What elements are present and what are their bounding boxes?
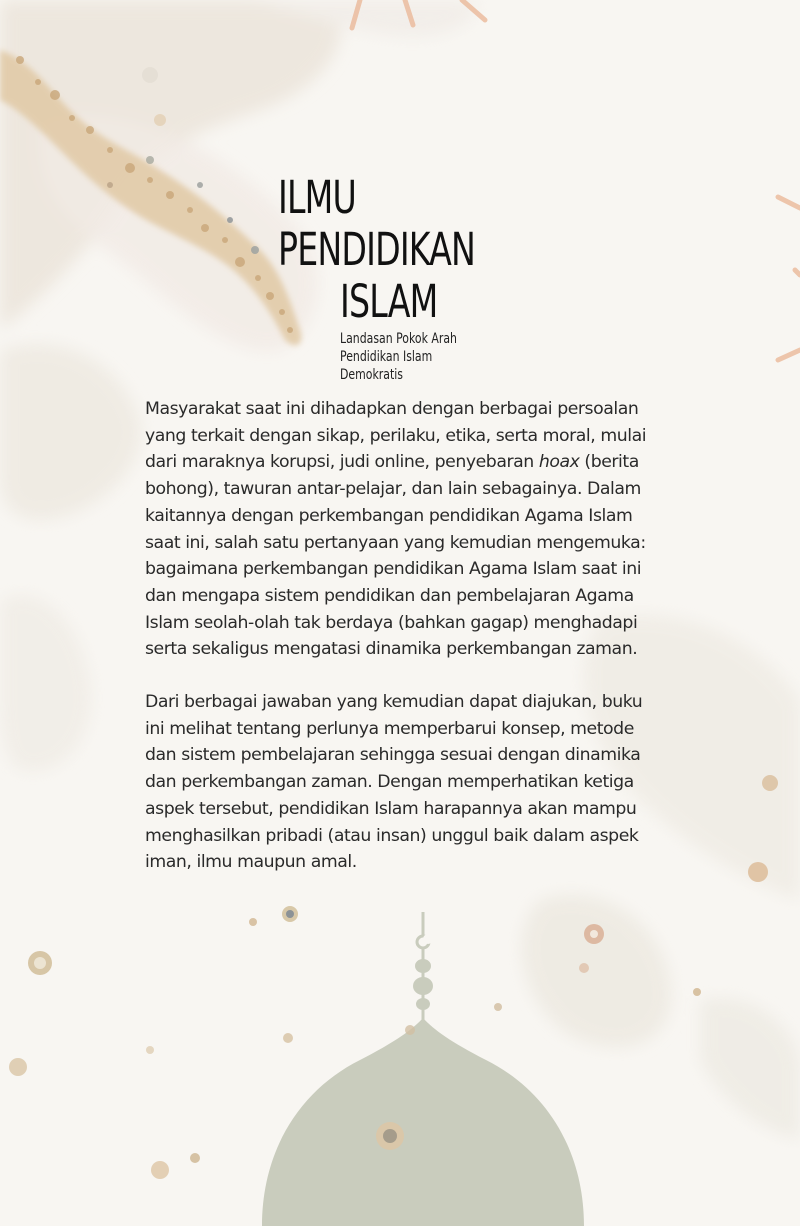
p2-line: iman, ilmu maupun amal. (145, 852, 357, 873)
p2-line: dan sistem pembelajaran sehingga sesuai dengan dinamika (145, 745, 641, 766)
book-title-line-2: PENDIDIKAN (278, 223, 475, 276)
p2-line: dan perkembangan zaman. Dengan memperhatikan ketiga (145, 772, 634, 793)
p2-line: menghasilkan pribadi (atau insan) unggul baik dalam aspek (145, 825, 639, 846)
p1-line: dan mengapa sistem pendidikan dan pembelajaran Agama (145, 585, 634, 606)
title-block (278, 172, 578, 384)
p1-line: saat ini, salah satu pertanyaan yang kemudian mengemuka: (145, 532, 646, 553)
p2-line: aspek tersebut, pendidikan Islam harapannya akan mampu (145, 798, 637, 819)
book-title-line-1: ILMU (278, 171, 356, 224)
p1-line: bohong), tawuran antar-pelajar, dan lain sebagainya. Dalam (145, 479, 641, 500)
p1-text: (berita (579, 452, 639, 473)
p1-text: dari maraknya korupsi, judi online, penyebaran (145, 452, 539, 473)
p1-line: yang terkait dengan sikap, perilaku, etika, serta moral, mulai (145, 425, 647, 446)
p1-line: kaitannya dengan perkembangan pendidikan Agama Islam (145, 505, 633, 526)
p1-line (145, 449, 675, 476)
p1-line: bagaimana perkembangan pendidikan Agama Islam saat ini (145, 559, 642, 580)
subtitle (340, 330, 526, 384)
p2-line: Dari berbagai jawaban yang kemudian dapat diajukan, buku (145, 692, 643, 713)
blurb (145, 396, 675, 902)
italic-term: hoax (538, 452, 580, 473)
paragraph-2 (145, 689, 675, 876)
p2-line: ini melihat tentang perlunya memperbarui konsep, metode (145, 718, 634, 739)
book-title-line-3: ISLAM (340, 275, 438, 328)
subtitle-line-2: Pendidikan Islam (340, 349, 433, 365)
p1-line: Masyarakat saat ini dihadapkan dengan berbagai persoalan (145, 399, 639, 419)
subtitle-line-3: Demokratis (340, 367, 403, 383)
subtitle-line-1: Landasan Pokok Arah (340, 331, 457, 347)
paragraph-1 (145, 396, 675, 663)
p1-line: serta sekaligus mengatasi dinamika perkembangan zaman. (145, 639, 638, 660)
p1-line: Islam seolah-olah tak berdaya (bahkan gagap) menghadapi (145, 612, 638, 633)
